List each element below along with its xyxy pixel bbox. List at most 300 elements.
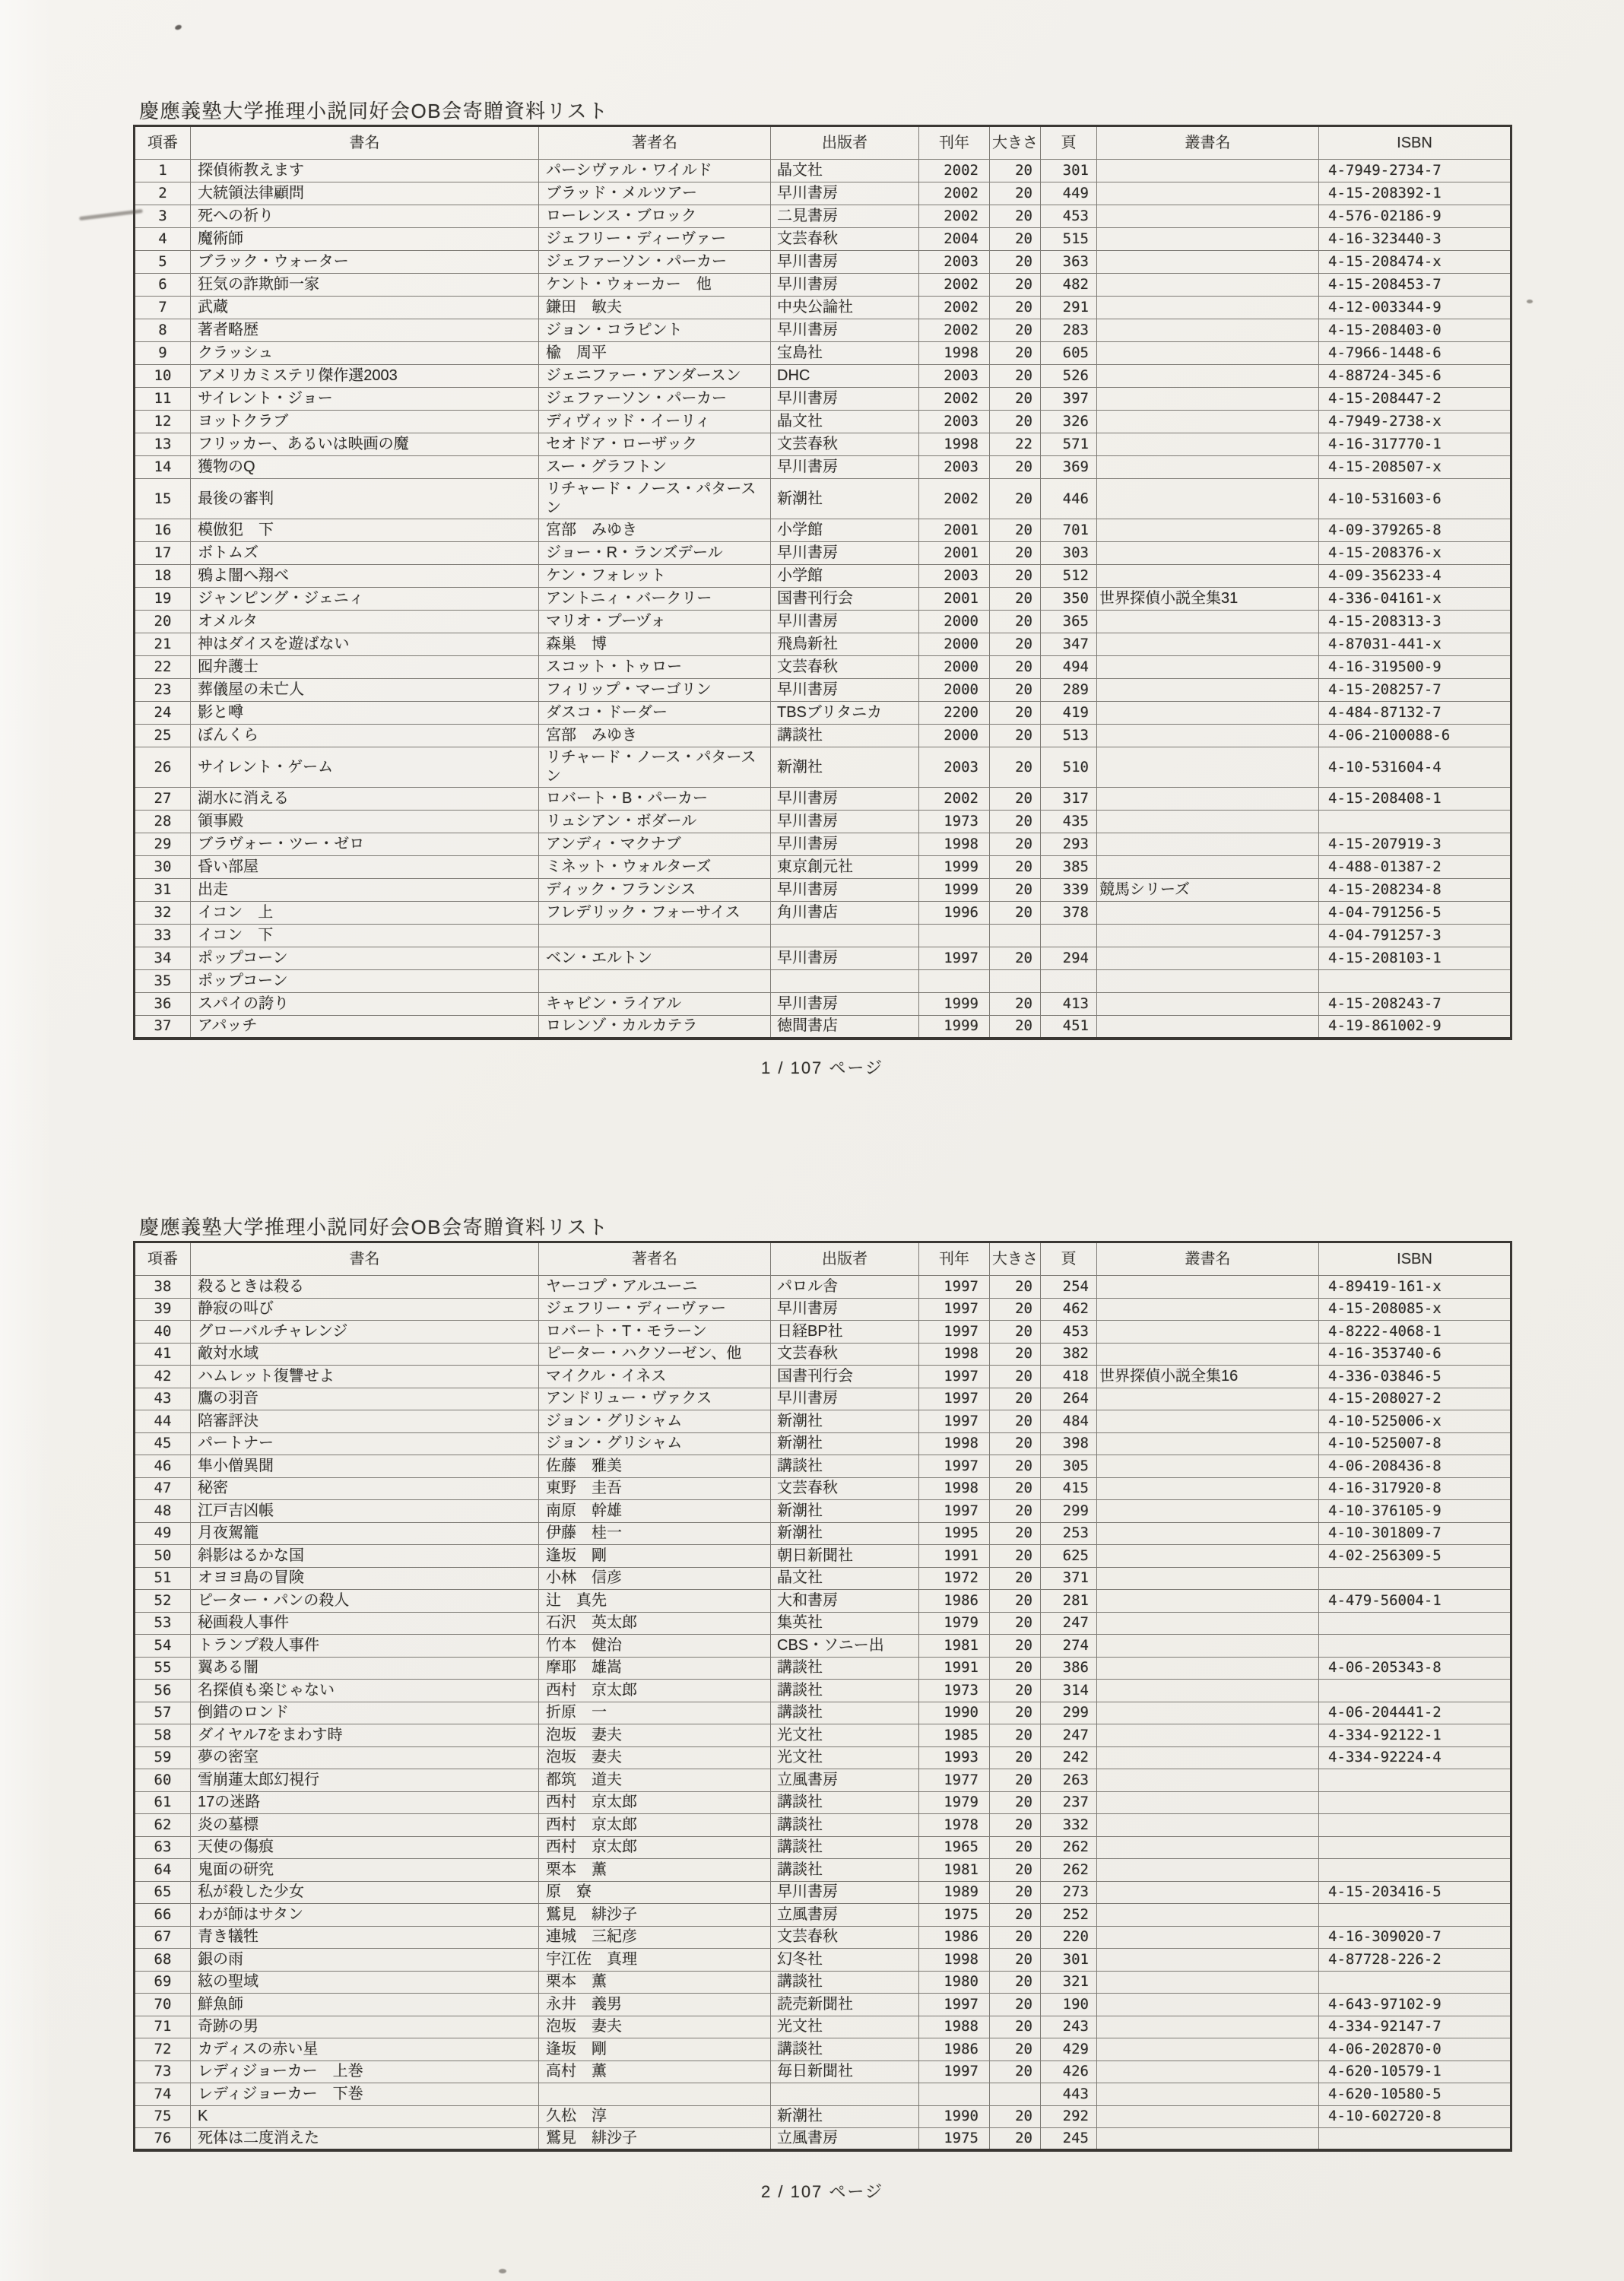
cell: 立風書房 — [771, 2128, 919, 2151]
cell: 4-10-531604-4 — [1319, 747, 1511, 788]
cell: ケン・フォレット — [539, 565, 771, 588]
cell: 鷲見 緋沙子 — [539, 2128, 771, 2151]
table-row — [135, 456, 1511, 479]
cell: 413 — [1041, 993, 1097, 1016]
cell — [539, 925, 771, 947]
cell: 魔術師 — [191, 228, 539, 251]
cell: 西村 京太郎 — [539, 1814, 771, 1837]
table-row — [135, 1881, 1511, 1904]
cell: 青き犠牲 — [191, 1926, 539, 1949]
cell: 7 — [135, 297, 191, 319]
cell: 2002 — [919, 388, 990, 411]
cell: 20 — [135, 611, 191, 633]
table-row — [135, 542, 1511, 565]
cell: 晶文社 — [771, 160, 919, 182]
cell: 4-576-02186-9 — [1319, 205, 1511, 228]
cell: 鬼面の研究 — [191, 1859, 539, 1882]
cell — [1097, 160, 1319, 182]
cell: 247 — [1041, 1612, 1097, 1635]
cell: トランプ殺人事件 — [191, 1635, 539, 1658]
table-row — [135, 2061, 1511, 2083]
cell: 14 — [135, 456, 191, 479]
cell: 220 — [1041, 1926, 1097, 1949]
table-row — [135, 879, 1511, 902]
cell: ジェファーソン・パーカー — [539, 388, 771, 411]
cell: ジェフリー・ディーヴァー — [539, 228, 771, 251]
cell: 24 — [135, 702, 191, 725]
cell: 20 — [990, 1904, 1041, 1927]
cell: 鴉よ闇へ翔べ — [191, 565, 539, 588]
cell: 1990 — [919, 1702, 990, 1724]
cell: 4-16-317770-1 — [1319, 433, 1511, 456]
table-row — [135, 970, 1511, 993]
cell: 晶文社 — [771, 411, 919, 433]
cell — [1097, 1859, 1319, 1882]
cell: 都筑 道夫 — [539, 1769, 771, 1792]
table-row — [135, 1612, 1511, 1635]
table-row — [135, 1836, 1511, 1859]
cell: 早川書房 — [771, 456, 919, 479]
cell — [1097, 902, 1319, 925]
cell: アントニィ・バークリー — [539, 588, 771, 611]
table-row — [135, 342, 1511, 365]
book-list-table — [133, 125, 1512, 1040]
cell: 殺るときは殺る — [191, 1276, 539, 1299]
cell: 20 — [990, 1814, 1041, 1837]
cell — [1097, 479, 1319, 519]
cell: 奇跡の男 — [191, 2016, 539, 2038]
cell: 2000 — [919, 725, 990, 747]
cell: 4-15-208474-x — [1319, 251, 1511, 274]
cell: 242 — [1041, 1746, 1097, 1769]
cell: ブラヴォー・ツー・ゼロ — [191, 833, 539, 856]
cell: 263 — [1041, 1769, 1097, 1792]
cell: 34 — [135, 947, 191, 970]
cell: 名探偵も楽じゃない — [191, 1680, 539, 1702]
cell: 4-620-10579-1 — [1319, 2061, 1511, 2083]
cell: 宝島社 — [771, 342, 919, 365]
cell: 262 — [1041, 1836, 1097, 1859]
cell: 小学館 — [771, 565, 919, 588]
cell: 光文社 — [771, 2016, 919, 2038]
cell: 光文社 — [771, 1746, 919, 1769]
cell: ぼんくら — [191, 725, 539, 747]
cell: ローレンス・ブロック — [539, 205, 771, 228]
cell — [1097, 1343, 1319, 1366]
cell — [1097, 1680, 1319, 1702]
cell: 52 — [135, 1590, 191, 1613]
cell: 死への祈り — [191, 205, 539, 228]
cell: 20 — [990, 1949, 1041, 1972]
cell: 17 — [135, 542, 191, 565]
cell: 4-19-861002-9 — [1319, 1016, 1511, 1039]
cell: 1998 — [919, 833, 990, 856]
cell: 513 — [1041, 725, 1097, 747]
cell: 20 — [990, 319, 1041, 342]
cell: 369 — [1041, 456, 1097, 479]
cell: 雪崩蓮太郎幻視行 — [191, 1769, 539, 1792]
column-header: 大きさ — [990, 1242, 1041, 1276]
cell: ヨットクラブ — [191, 411, 539, 433]
cell — [990, 970, 1041, 993]
cell: 早川書房 — [771, 679, 919, 702]
cell: 301 — [1041, 160, 1097, 182]
cell: 毎日新聞社 — [771, 2061, 919, 2083]
cell: 原 寮 — [539, 1881, 771, 1904]
table-row — [135, 1455, 1511, 1478]
cell: 20 — [990, 1276, 1041, 1299]
cell: ピーター・パンの殺人 — [191, 1590, 539, 1613]
column-header: 書名 — [191, 126, 539, 160]
cell: 1995 — [919, 1522, 990, 1545]
cell: 西村 京太郎 — [539, 1680, 771, 1702]
cell: ポップコーン — [191, 947, 539, 970]
cell — [1097, 947, 1319, 970]
cell: K — [191, 2105, 539, 2128]
cell: 57 — [135, 1702, 191, 1724]
cell: 昏い部屋 — [191, 856, 539, 879]
cell: 講談社 — [771, 2038, 919, 2061]
cell: 4-7966-1448-6 — [1319, 342, 1511, 365]
cell: 20 — [990, 1657, 1041, 1680]
cell: 早川書房 — [771, 811, 919, 833]
cell: 出走 — [191, 879, 539, 902]
cell: 190 — [1041, 1994, 1097, 2016]
cell: ロバート・B・パーカー — [539, 788, 771, 811]
cell: 385 — [1041, 856, 1097, 879]
table-row — [135, 1994, 1511, 2016]
cell: 347 — [1041, 633, 1097, 656]
cell: 2004 — [919, 228, 990, 251]
table-row — [135, 1702, 1511, 1724]
cell: 2000 — [919, 656, 990, 679]
cell: 4-334-92122-1 — [1319, 1724, 1511, 1747]
cell: 泡坂 妻夫 — [539, 1746, 771, 1769]
cell: 625 — [1041, 1545, 1097, 1568]
cell: 1997 — [919, 1298, 990, 1321]
table-row — [135, 274, 1511, 297]
cell: ケント・ウォーカー 他 — [539, 274, 771, 297]
cell: 332 — [1041, 1814, 1097, 1837]
cell: 510 — [1041, 747, 1097, 788]
cell: 1981 — [919, 1635, 990, 1658]
table-row — [135, 365, 1511, 388]
table-row — [135, 702, 1511, 725]
cell: 1985 — [919, 1724, 990, 1747]
table-row — [135, 1926, 1511, 1949]
cell: 4-10-301809-7 — [1319, 1522, 1511, 1545]
cell: 15 — [135, 479, 191, 519]
cell: 20 — [990, 1298, 1041, 1321]
cell: 4-04-791257-3 — [1319, 925, 1511, 947]
cell — [1097, 856, 1319, 879]
cell — [1097, 656, 1319, 679]
cell — [1097, 2105, 1319, 2128]
cell — [1041, 970, 1097, 993]
cell: 291 — [1041, 297, 1097, 319]
table-row — [135, 633, 1511, 656]
cell: 20 — [990, 1746, 1041, 1769]
cell: 20 — [990, 1635, 1041, 1658]
cell: 20 — [990, 1994, 1041, 2016]
cell: 299 — [1041, 1500, 1097, 1523]
cell: アンディ・マクナブ — [539, 833, 771, 856]
cell: 371 — [1041, 1567, 1097, 1590]
cell: 早川書房 — [771, 1388, 919, 1410]
header-row — [135, 1242, 1511, 1276]
cell — [1319, 1680, 1511, 1702]
cell: 1993 — [919, 1746, 990, 1769]
cell: 71 — [135, 2016, 191, 2038]
cell: 4-06-2100088-6 — [1319, 725, 1511, 747]
column-header: ISBN — [1319, 126, 1511, 160]
cell: 20 — [990, 274, 1041, 297]
cell: 27 — [135, 788, 191, 811]
cell — [1097, 1746, 1319, 1769]
cell: 50 — [135, 1545, 191, 1568]
cell — [1097, 228, 1319, 251]
cell: 1972 — [919, 1567, 990, 1590]
cell: 20 — [990, 811, 1041, 833]
cell: 20 — [990, 205, 1041, 228]
cell: 新潮社 — [771, 1432, 919, 1455]
cell: 4-334-92147-7 — [1319, 2016, 1511, 2038]
cell — [1319, 1612, 1511, 1635]
cell — [1097, 970, 1319, 993]
cell: 炎の墓標 — [191, 1814, 539, 1837]
cell: 東京創元社 — [771, 856, 919, 879]
cell: 1990 — [919, 2105, 990, 2128]
cell: 321 — [1041, 1971, 1097, 1994]
cell: 4-06-205343-8 — [1319, 1657, 1511, 1680]
cell — [1041, 925, 1097, 947]
cell: 4-15-208447-2 — [1319, 388, 1511, 411]
cell — [1097, 2061, 1319, 2083]
cell: スパイの誇り — [191, 993, 539, 1016]
cell — [1097, 388, 1319, 411]
cell: 273 — [1041, 1881, 1097, 1904]
cell: 1981 — [919, 1859, 990, 1882]
cell: 17の迷路 — [191, 1791, 539, 1814]
cell: 4-16-319500-9 — [1319, 656, 1511, 679]
cell: 289 — [1041, 679, 1097, 702]
cell: 早川書房 — [771, 1881, 919, 1904]
cell: 20 — [990, 1926, 1041, 1949]
cell: 4-484-87132-7 — [1319, 702, 1511, 725]
table-row — [135, 1343, 1511, 1366]
cell — [1097, 1567, 1319, 1590]
cell: 435 — [1041, 811, 1097, 833]
cell: 1997 — [919, 1321, 990, 1344]
cell — [1097, 342, 1319, 365]
table-row — [135, 433, 1511, 456]
cell: 484 — [1041, 1410, 1097, 1433]
cell: 20 — [990, 1702, 1041, 1724]
cell — [1097, 1298, 1319, 1321]
cell: 講談社 — [771, 1859, 919, 1882]
cell: 1973 — [919, 1680, 990, 1702]
cell: 宮部 みゆき — [539, 725, 771, 747]
cell: 20 — [990, 947, 1041, 970]
table-row — [135, 1432, 1511, 1455]
cell: サイレント・ゲーム — [191, 747, 539, 788]
cell: 1979 — [919, 1791, 990, 1814]
table-row — [135, 833, 1511, 856]
cell — [1097, 365, 1319, 388]
cell — [1097, 1612, 1319, 1635]
cell: 新潮社 — [771, 1410, 919, 1433]
table-row — [135, 1477, 1511, 1500]
table-row — [135, 656, 1511, 679]
table-row — [135, 1904, 1511, 1927]
cell — [1319, 1635, 1511, 1658]
cell: 19 — [135, 588, 191, 611]
cell: 2002 — [919, 297, 990, 319]
cell: 29 — [135, 833, 191, 856]
cell: 武蔵 — [191, 297, 539, 319]
cell: 526 — [1041, 365, 1097, 388]
cell: 72 — [135, 2038, 191, 2061]
cell: リチャード・ノース・パタースン — [539, 747, 771, 788]
cell: 451 — [1041, 1016, 1097, 1039]
cell — [919, 970, 990, 993]
cell — [1097, 925, 1319, 947]
cell: 56 — [135, 1680, 191, 1702]
cell — [1097, 519, 1319, 542]
cell: グローバルチャレンジ — [191, 1321, 539, 1344]
cell: 62 — [135, 1814, 191, 1837]
cell: 30 — [135, 856, 191, 879]
cell: 20 — [990, 611, 1041, 633]
cell: 243 — [1041, 2016, 1097, 2038]
cell — [1097, 811, 1319, 833]
cell: 21 — [135, 633, 191, 656]
cell: 早川書房 — [771, 1298, 919, 1321]
cell: 482 — [1041, 274, 1097, 297]
cell: 4-10-525007-8 — [1319, 1432, 1511, 1455]
cell: 2002 — [919, 274, 990, 297]
table-row — [135, 788, 1511, 811]
cell: 1986 — [919, 1590, 990, 1613]
cell: 2 — [135, 182, 191, 205]
cell — [1097, 1971, 1319, 1994]
cell: レディジョーカー 上巻 — [191, 2061, 539, 2083]
cell: 折原 一 — [539, 1702, 771, 1724]
cell: ジェファーソン・パーカー — [539, 251, 771, 274]
cell: 61 — [135, 1791, 191, 1814]
cell: 4-16-323440-3 — [1319, 228, 1511, 251]
cell: 20 — [990, 565, 1041, 588]
cell: 51 — [135, 1567, 191, 1590]
cell: ロバート・T・モラーン — [539, 1321, 771, 1344]
cell: 秘画殺人事件 — [191, 1612, 539, 1635]
cell — [1097, 1276, 1319, 1299]
cell — [1097, 319, 1319, 342]
column-header: 頁 — [1041, 126, 1097, 160]
cell: 1997 — [919, 1366, 990, 1388]
cell: フィリップ・マーゴリン — [539, 679, 771, 702]
cell: 1986 — [919, 2038, 990, 2061]
cell: ジョン・コラピント — [539, 319, 771, 342]
cell: 254 — [1041, 1276, 1097, 1299]
cell: 競馬シリーズ — [1097, 879, 1319, 902]
cell: 4-10-602720-8 — [1319, 2105, 1511, 2128]
cell: 245 — [1041, 2128, 1097, 2151]
cell: 文芸春秋 — [771, 1926, 919, 1949]
cell: 68 — [135, 1949, 191, 1972]
cell: ジョー・R・ランズデール — [539, 542, 771, 565]
table-row — [135, 2038, 1511, 2061]
cell: 9 — [135, 342, 191, 365]
cell: 4-479-56004-1 — [1319, 1590, 1511, 1613]
cell — [1097, 633, 1319, 656]
cell: 探偵術教えます — [191, 160, 539, 182]
cell: 38 — [135, 1276, 191, 1299]
cell: 20 — [990, 1410, 1041, 1433]
cell — [1097, 1432, 1319, 1455]
cell: 20 — [990, 702, 1041, 725]
page-title: 慶應義塾大学推理小説同好会OB会寄贈資料リスト — [139, 1216, 609, 1239]
cell: 夢の密室 — [191, 1746, 539, 1769]
cell: 20 — [990, 182, 1041, 205]
cell: 605 — [1041, 342, 1097, 365]
cell: ピーター・ハクソーゼン、他 — [539, 1343, 771, 1366]
cell: 4-15-208376-x — [1319, 542, 1511, 565]
cell: 月夜駕籠 — [191, 1522, 539, 1545]
cell: 逢坂 剛 — [539, 1545, 771, 1568]
column-header: 著者名 — [539, 1242, 771, 1276]
table-row — [135, 1746, 1511, 1769]
cell: 283 — [1041, 319, 1097, 342]
cell: 銀の雨 — [191, 1949, 539, 1972]
page-1-block — [133, 96, 1511, 1115]
cell: 4-15-208027-2 — [1319, 1388, 1511, 1410]
cell: 飛鳥新社 — [771, 633, 919, 656]
table-row — [135, 2083, 1511, 2106]
cell: 4-15-208103-1 — [1319, 947, 1511, 970]
cell: 早川書房 — [771, 182, 919, 205]
cell: 4-10-376105-9 — [1319, 1500, 1511, 1523]
cell: 4-10-525006-x — [1319, 1410, 1511, 1433]
cell: 1977 — [919, 1769, 990, 1792]
cell — [1097, 1836, 1319, 1859]
cell: 4-12-003344-9 — [1319, 297, 1511, 319]
cell — [1097, 1016, 1319, 1039]
cell: 1975 — [919, 2128, 990, 2151]
table-row — [135, 205, 1511, 228]
cell: 20 — [990, 902, 1041, 925]
cell: アパッチ — [191, 1016, 539, 1039]
scan-speck — [499, 2269, 506, 2273]
cell: 1997 — [919, 1276, 990, 1299]
cell: 朝日新聞社 — [771, 1545, 919, 1568]
cell — [1319, 1814, 1511, 1837]
cell — [1097, 1724, 1319, 1747]
cell — [990, 925, 1041, 947]
cell: わが師はサタン — [191, 1904, 539, 1927]
table-row — [135, 1321, 1511, 1344]
cell: 死体は二度消えた — [191, 2128, 539, 2151]
cell: 292 — [1041, 2105, 1097, 2128]
cell: ジェフリー・ディーヴァー — [539, 1298, 771, 1321]
cell: 4-15-208085-x — [1319, 1298, 1511, 1321]
cell: 2003 — [919, 747, 990, 788]
cell: 70 — [135, 1994, 191, 2016]
table-row — [135, 947, 1511, 970]
cell: ディック・フランシス — [539, 879, 771, 902]
cell: DHC — [771, 365, 919, 388]
table-row — [135, 182, 1511, 205]
